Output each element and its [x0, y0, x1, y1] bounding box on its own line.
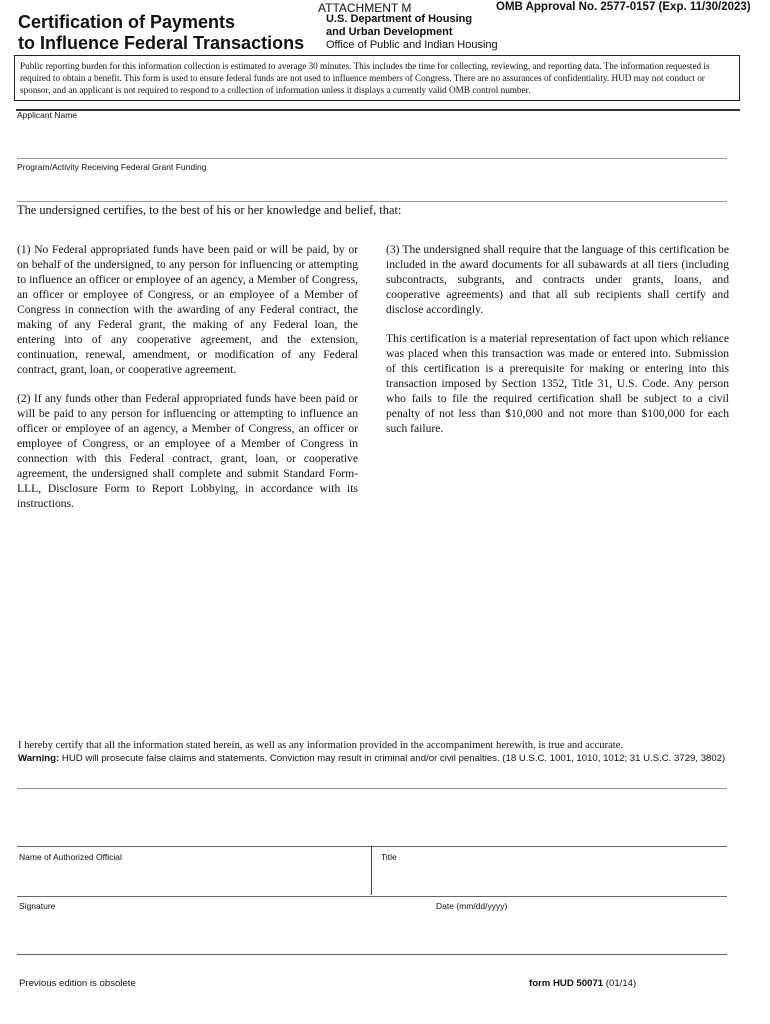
program-label: Program/Activity Receiving Federal Grant Funding — [17, 162, 207, 172]
applicant-name-label: Applicant Name — [17, 110, 78, 120]
right-column — [386, 242, 729, 450]
form-title-line1: Certification of Payments — [18, 12, 236, 32]
form-number: form HUD 50071 — [529, 978, 604, 989]
certification-statement — [18, 740, 734, 765]
divider — [17, 201, 727, 202]
form-title — [18, 12, 304, 54]
title-field[interactable] — [380, 864, 727, 894]
title-label: Title — [381, 852, 397, 862]
obsolete-note: Previous edition is obsolete — [19, 978, 136, 989]
burden-notice: Public reporting burden for this information collection is estimated to average 30 minutes. This includes the time for collecting, reviewing, and reporting data. The information requested is required to obtain a benefit. This form is used to ensure federal funds are not used to influence members of Congress. There are no assurances of confidentiality. HUD may not conduct or sponsor, and an applicant is not required to respond to a collection of information unless it displays a currently valid OMB control number. — [14, 55, 740, 101]
applicant-name-field[interactable] — [17, 124, 727, 158]
official-name-label: Name of Authorized Official — [19, 852, 122, 862]
material-representation: This certification is a material representation of fact upon which reliance was placed when this transaction was made or entered into. Submission of this certification is a prerequisite for making or entering into this transaction imposed by Section 1352, Title 31, U.S. Code. Any person who fails to file the required certification shall be subject to a civil penalty of not less than $10,000 and not more than $100,000 for each such failure. — [386, 332, 729, 435]
form-identifier — [529, 978, 636, 989]
department-name — [326, 13, 472, 39]
form-date: (01/14) — [605, 978, 637, 989]
divider — [17, 954, 727, 955]
intro-statement: The undersigned certifies, to the best of his or her knowledge and belief, that: — [17, 203, 402, 217]
program-field[interactable] — [17, 175, 727, 201]
signature-field[interactable] — [17, 912, 417, 952]
attachment-label: ATTACHMENT M — [318, 1, 412, 15]
warning-label: Warning: — [18, 752, 60, 764]
omb-approval: OMB Approval No. 2577-0157 (Exp. 11/30/2023) — [496, 1, 751, 13]
certify-text: I hereby certify that all the information stated herein, as well as any information provided in the accompaniment herewith, is true and accurate. — [18, 740, 624, 751]
department-line2: and Urban Development — [326, 26, 453, 38]
divider — [371, 846, 372, 895]
clause-1: (1) No Federal appropriated funds have been paid or will be paid, by or on behalf of the undersigned, to any person for influencing or attempting to influence an officer or employee of an agency, a Member of Congress, an officer or employee of Congress, or an employee of a Member of Congress in connection with the awarding of any Federal contract, the making of any Federal grant, the making of any Federal loan, the entering into of any cooperative agreement, and the extension, continuation, renewal, amendment, or modification of any Federal contract, grant, loan, or cooperative agreement. — [17, 243, 358, 376]
left-column — [17, 242, 358, 525]
clause-2: (2) If any funds other than Federal appropriated funds have been paid or will be paid to any person for influencing or attempting to influence an officer or employee of an agency, a Member of Congress, an officer or employee of Congress, or an employee of a Member of Congress in connection with this Federal contract, grant, loan, or cooperative agreement, the undersigned shall complete and submit Standard Form-LLL, Disclosure Form to Report Lobbying, in accordance with its instructions. — [17, 392, 358, 510]
divider — [16, 109, 740, 111]
official-name-field[interactable] — [17, 864, 369, 894]
divider — [17, 788, 727, 789]
warning-notice — [18, 753, 734, 766]
date-label: Date (mm/dd/yyyy) — [436, 901, 508, 911]
warning-text: HUD will prosecute false claims and statements. Conviction may result in criminal and/or civil penalties. (18 U.S.C. 1001, 1010, 1012; 31 U.S.C. 3729, 3802) — [59, 752, 726, 764]
office-name: Office of Public and Indian Housing — [326, 39, 498, 51]
department-line1: U.S. Department of Housing — [326, 13, 473, 25]
date-field[interactable] — [436, 912, 726, 952]
signature-label: Signature — [19, 901, 56, 911]
form-title-line2: to Influence Federal Transactions — [18, 33, 305, 53]
divider — [17, 846, 727, 847]
clause-3: (3) The undersigned shall require that the language of this certification be included in the award documents for all subawards at all tiers (including subcontracts, subgrants, and contracts under grants, loans, and cooperative agreements) and that all sub recipients shall certify and disclose accordingly. — [386, 243, 729, 316]
divider — [17, 896, 727, 897]
divider — [17, 158, 727, 159]
